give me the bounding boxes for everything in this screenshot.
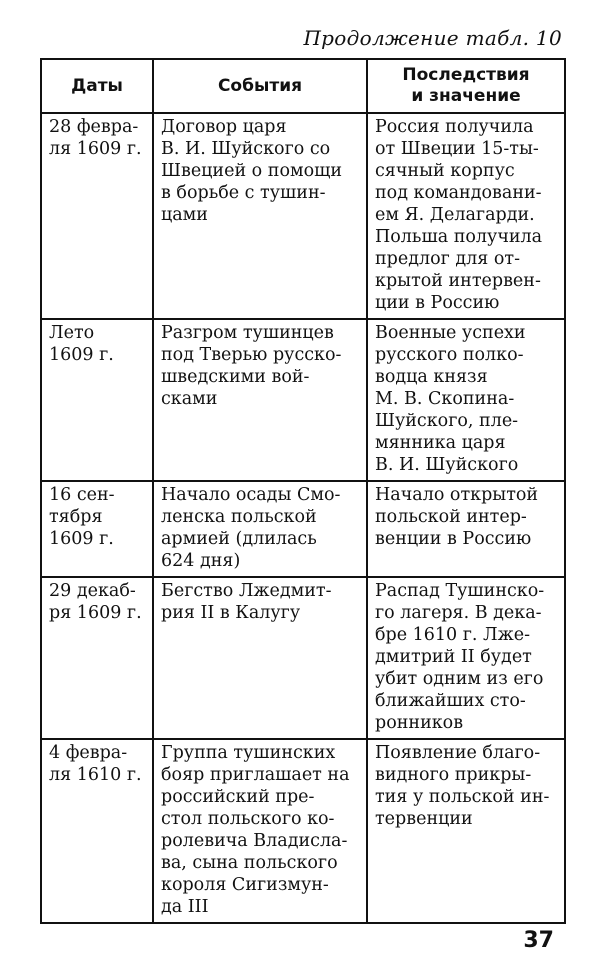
cell-date: Лето 1609 г. (41, 319, 153, 481)
table-row (41, 113, 565, 319)
table-row (41, 319, 565, 481)
table-row (41, 577, 565, 739)
cell-date: 4 февра- ля 1610 г. (41, 739, 153, 923)
cell-event: Группа тушинских бояр приглашает на российский пре- стол польского ко- ролевича Владисла- ва, сына польского короля Сигизмун- да III (153, 739, 367, 923)
cell-event: Разгром тушинцев под Тверью русско- шведскими вой- сками (153, 319, 367, 481)
table-row (41, 481, 565, 577)
cell-date: 29 декаб- ря 1609 г. (41, 577, 153, 739)
cell-consequence: Распад Тушинско- го лагеря. В дека- бре 1610 г. Лже- дмитрий II будет убит одним из его ближайших сто- ронников (367, 577, 565, 739)
cell-event: Бегство Лжедмит- рия II в Калугу (153, 577, 367, 739)
header-consequences: Последствия и значение (367, 59, 565, 113)
cell-event: Начало осады Смо- ленска польской армией (длилась 624 дня) (153, 481, 367, 577)
header-events: События (153, 59, 367, 113)
cell-consequence: Начало открытой польской интер- венции в Россию (367, 481, 565, 577)
cell-date: 28 февра- ля 1609 г. (41, 113, 153, 319)
cell-date: 16 сен- тября 1609 г. (41, 481, 153, 577)
table-row (41, 739, 565, 923)
table-caption: Продолжение табл. 10 (303, 26, 562, 50)
cell-event: Договор царя В. И. Шуйского со Швецией о помощи в борьбе с тушин- цами (153, 113, 367, 319)
cell-consequence: Военные успехи русского полко- водца князя М. В. Скопина- Шуйского, пле- мянника царя В. И. Шуйского (367, 319, 565, 481)
history-table (40, 58, 566, 924)
cell-consequence: Россия получила от Швеции 15-ты- сячный корпус под командовани- ем Я. Делагарди. Польша получила предлог для от- крытой интервен- ции в Россию (367, 113, 565, 319)
table-header-row (41, 59, 565, 113)
page-number: 37 (523, 928, 554, 953)
header-dates: Даты (41, 59, 153, 113)
cell-consequence: Появление благо- видного прикры- тия у польской ин- тервенции (367, 739, 565, 923)
